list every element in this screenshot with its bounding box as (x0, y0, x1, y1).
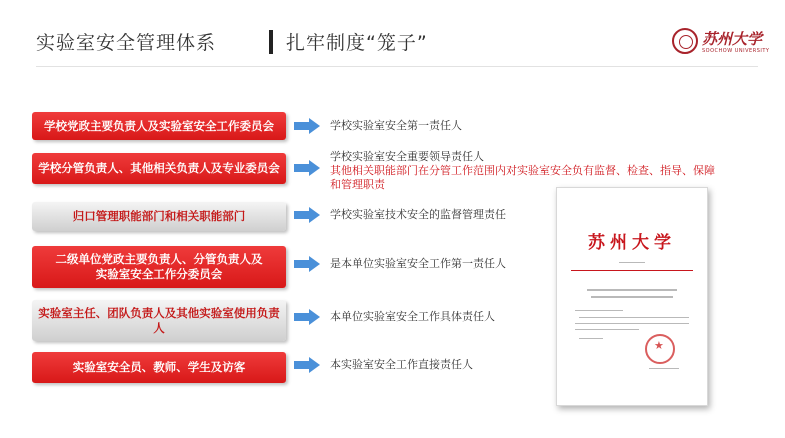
responsibility-box-label: 学校党政主要负责人及实验室安全工作委员会 (44, 118, 274, 133)
document-text-line (575, 323, 689, 324)
logo-text: 苏州大学 (702, 30, 763, 48)
document-text-line (619, 262, 645, 263)
box-line: 人 (153, 320, 165, 335)
page-title: 实验室安全管理体系 (36, 32, 217, 54)
document-red-rule (571, 270, 693, 271)
responsibility-desc-6: 本实验室安全工作直接责任人 (330, 358, 473, 371)
box-line: 实验室主任、团队负责人及其他实验室使用负责 (38, 305, 280, 320)
responsibility-desc-4: 是本单位实验室安全工作第一责任人 (330, 257, 506, 270)
page-subtitle: 扎牢制度“笼子” (286, 32, 428, 54)
responsibility-box-6 (32, 352, 286, 383)
document-title: 苏州大学 (588, 233, 676, 253)
official-stamp-icon (645, 334, 675, 364)
box-line: 二级单位党政主要负责人、分管负责人及 (55, 252, 263, 266)
responsibility-desc-1: 学校实验室安全第一责任人 (330, 119, 462, 132)
university-seal-icon (672, 28, 698, 54)
responsibility-box-2 (32, 153, 286, 184)
university-logo (672, 26, 770, 60)
responsibility-desc-5: 本单位实验室安全工作具体责任人 (330, 310, 495, 323)
header-divider (36, 66, 758, 67)
document-text-line (579, 317, 689, 318)
responsibility-box-4 (32, 246, 286, 288)
responsibility-box-1 (32, 112, 286, 140)
responsibility-box-3 (32, 202, 286, 231)
responsibility-desc-3: 学校实验室技术安全的监督管理责任 (330, 208, 506, 221)
regulation-document-image (556, 187, 708, 406)
responsibility-box-label: 实验室安全员、教师、学生及访客 (72, 360, 246, 374)
document-text-line (587, 289, 677, 291)
box-line: 实验室安全工作分委员会 (95, 267, 223, 281)
document-text-line (579, 338, 603, 339)
desc-line: 学校实验室安全重要领导责任人 (330, 150, 484, 163)
document-text-line (649, 368, 679, 369)
responsibility-box-5 (32, 300, 286, 341)
logo-subtext: SOOCHOW UNIVERSITY (702, 48, 770, 54)
responsibility-box-label (56, 252, 263, 282)
document-text-line (591, 296, 673, 298)
document-text-line (575, 329, 639, 330)
desc-line-red: 其他相关职能部门在分管工作范围内对实验室安全负有监督、检查、指导、保障 (330, 164, 715, 177)
responsibility-box-label: 归口管理职能部门和相关职能部门 (72, 209, 246, 223)
responsibility-box-label (38, 306, 280, 336)
document-text-line (575, 310, 623, 311)
title-divider (269, 30, 273, 54)
responsibility-box-label: 学校分管负责人、其他相关负责人及专业委员会 (38, 161, 280, 175)
responsibility-desc-2 (330, 150, 715, 192)
desc-line-red: 和管理职责 (330, 178, 385, 191)
